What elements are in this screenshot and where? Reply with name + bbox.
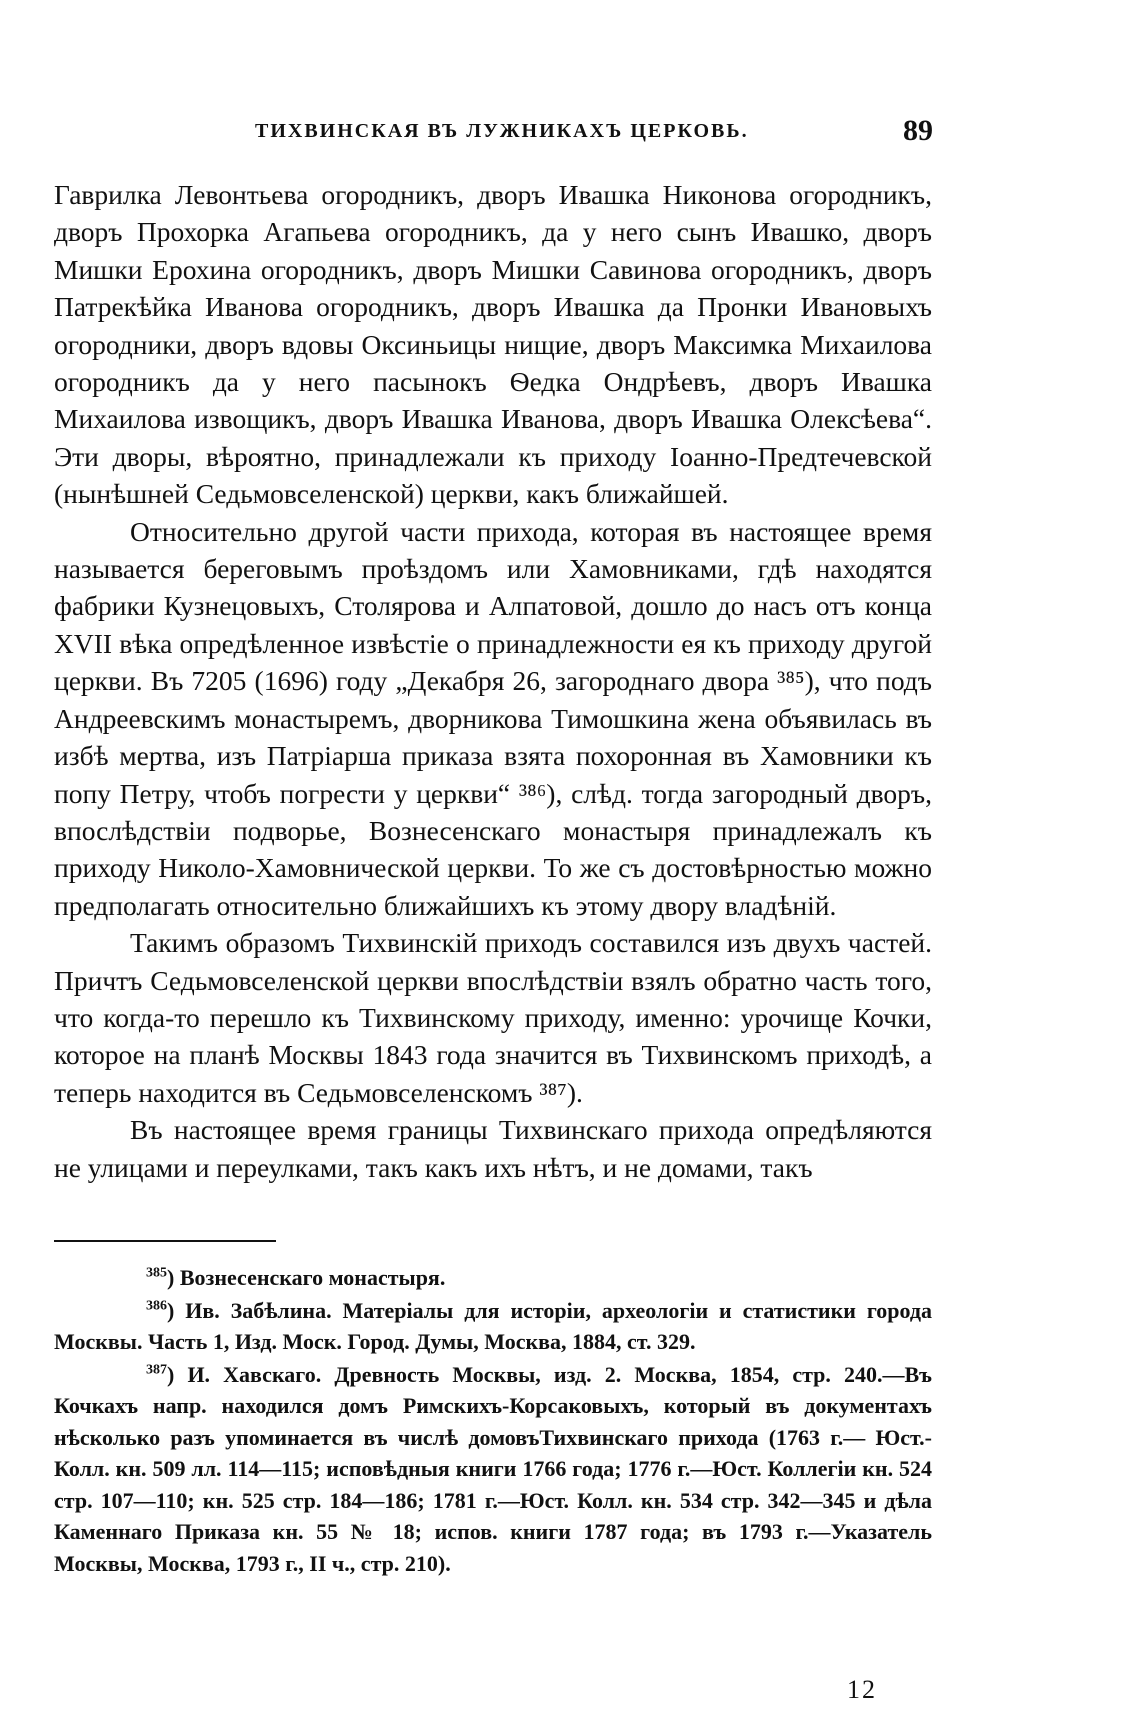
footnote-text: Ив. Забѣлина. Матеріалы для исторіи, археологіи и статистики города Москвы. Часть 1, Изд. Моск. Город. Думы, Москва, 1884, ст. 329. (54, 1297, 932, 1354)
footnote-marker: 385 (146, 1265, 167, 1281)
footnote: $^{387}$) И. Хавскаго. Древность Москвы, изд. 2. Москва, 1854, стр. 240.—Въ Кочкахъ напр. находился домъ Римскихъ-Корсаковыхъ, который въ документахъ нѣсколько разъ упоминается въ числѣ домовъТихвинскаго прихода (1763 г.— Юст.-Колл. кн. 509 лл. 114—115; исповѣдныя книги 1766 года; 1776 г.—Юст. Коллегіи кн. 524 стр. 107—110; кн. 525 стр. 184—186; 1781 г.—Юст. Колл. кн. 534 стр. 342—345 и дѣла Каменнаго Приказа кн. 55 № 18; испов. книги 1787 года; въ 1793 г.—Указатель Москвы, Москва, 1793 г., II ч., стр. 210). (54, 1361, 932, 1576)
page-number: 89 (903, 114, 933, 147)
signature-mark: 12 (847, 1675, 877, 1704)
footnote: $^{385}$) Вознесенскаго монастыря. (146, 1265, 446, 1290)
paragraph: Относительно другой части прихода, которая въ настоящее время называется береговымъ проѣздомъ или Хамовниками, гдѣ находятся фабрики Кузнецовыхъ, Столярова и Алпатовой, дошло до насъ отъ конца XVII вѣка опредѣленное извѣстіе о принадлежности ея къ приходу другой церкви. Въ 7205 (1696) году „Декабря 26, загороднаго двора ³⁸⁵), что подъ Андреевскимъ монастыремъ, дворникова Тимошкина жена объявилась въ избѣ мертва, изъ Патріарша приказа взята похоронная въ Хамовники къ попу Петру, чтобъ погрести у церкви“ ³⁸⁶), слѣд. тогда загородный дворъ, впослѣдствіи подворье, Вознесенскаго монастыря принадлежалъ къ приходу Николо-Хамовнической церкви. То же съ достовѣрностью можно предполагать относительно ближайшихъ къ этому двору владѣній. (54, 515, 932, 921)
footnote-marker: 387 (146, 1362, 167, 1378)
footnote-divider (54, 1240, 276, 1242)
footnote-marker: 386 (146, 1298, 167, 1314)
footnote: $^{386}$) Ив. Забѣлина. Матеріалы для исторіи, археологіи и статистики города Москвы. Часть 1, Изд. Моск. Город. Думы, Москва, 1884, ст. 329. (54, 1297, 932, 1354)
paragraph: Такимъ образомъ Тихвинскій приходъ составился изъ двухъ частей. Причтъ Седьмовселенской церкви впослѣдствіи взялъ обратно часть того, что когда-то перешло къ Тихвинскому приходу, именно: урочище Кочки, которое на планѣ Москвы 1843 года значится въ Тихвинскомъ приходѣ, а теперь находится въ Седьмовселенскомъ ³⁸⁷). (54, 927, 932, 1108)
footnotes (54, 1262, 932, 1579)
paragraph: Гаврилка Левонтьева огородникъ, дворъ Ивашка Никонова огородникъ, дворъ Прохорка Агапьева огородникъ, да у него сынъ Ивашко, дворъ Мишки Ерохина огородникъ, дворъ Мишки Савинова огородникъ, дворъ Патрекѣйка Иванова огородникъ, дворъ Ивашка да Пронки Ивановыхъ огородники, дворъ вдовы Оксиньицы нищие, дворъ Максимка Михаилова огородникъ да у него пасынокъ Ѳедка Ондрѣевъ, дворъ Ивашка Михаилова извощикъ, дворъ Ивашка Иванова, дворъ Ивашка Олексѣева“. Эти дворы, вѣроятно, принадлежали къ приходу Іоанно-Предтечевской (нынѣшней Седьмовселенской) церкви, какъ ближайшей. (54, 179, 932, 510)
footnote-text: Вознесенскаго монастыря. (179, 1265, 446, 1290)
page-header (0, 0, 1140, 160)
paragraph: Въ настоящее время границы Тихвинскаго прихода опредѣляются не улицами и переулками, такъ какъ ихъ нѣтъ, и не домами, такъ (54, 1114, 932, 1183)
running-title: ТИХВИНСКАЯ ВЪ ЛУЖНИКАХЪ ЦЕРКОВЬ. (255, 120, 749, 142)
footnote-text: И. Хавскаго. Древность Москвы, изд. 2. Москва, 1854, стр. 240.—Въ Кочкахъ напр. находился домъ Римскихъ-Корсаковыхъ, который въ документахъ нѣсколько разъ упоминается въ числѣ домовъТихвинскаго прихода (1763 г.— Юст.-Колл. кн. 509 лл. 114—115; исповѣдныя книги 1766 года; 1776 г.—Юст. Коллегіи кн. 524 стр. 107—110; кн. 525 стр. 184—186; 1781 г.—Юст. Колл. кн. 534 стр. 342—345 и дѣла Каменнаго Приказа кн. 55 № 18; испов. книги 1787 года; въ 1793 г.—Указатель Москвы, Москва, 1793 г., II ч., стр. 210). (54, 1361, 932, 1576)
main-text (54, 176, 932, 1186)
